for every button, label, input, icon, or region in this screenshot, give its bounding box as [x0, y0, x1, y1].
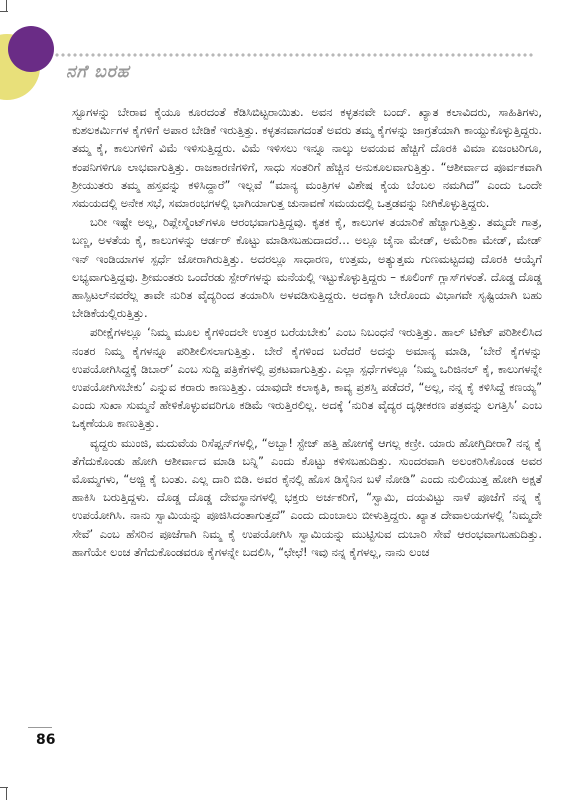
section-title: ನಗೆ ಬರಹ — [66, 62, 130, 82]
footer-rule — [28, 727, 52, 728]
crop-mark-bottom-vertical — [6, 788, 17, 800]
article-body — [72, 103, 542, 562]
crop-mark-top-horizontal — [0, 11, 8, 12]
page-number: 86 — [36, 732, 56, 748]
dotted-header-rule — [54, 52, 534, 58]
paragraph-4: ವ್ಯದ್ದರು ಮುಂಜಿ, ಮದುವೆಯ ರಿಸೆಪ್ಷನ್‌ಗಳಲ್ಲಿ, “ಅಬ್ಬಾ! ಸ್ಟೇಜ್ ಹತ್ತಿ ಹೋಗಕ್ಕೆ ಆಗಲ್ಲ ಕಣ್ರೀ. ಯಾರು ಹೋಗ್ತಿದೀರಾ? ನನ್ನ ಕೈ ತೆಗೆದುಕೊಂಡು ಹೋಗಿ ಆಶೀರ್ವಾದ ಮಾಡಿ ಬನ್ನಿ” ಎಂದು ಕೊಟ್ಟು ಕಳಿಸಬಹುದಿತ್ತು. ಸುಂದರವಾಗಿ ಅಲಂಕರಿಸಿಕೊಂಡ ಅವರ ಮೊಮ್ಮಗಳು, “ಅಜ್ಜಿ ಕೈ ಬಂತು. ಎಲ್ಲ ದಾರಿ ಬಿಡಿ. ಅವರ ಕೈನಲ್ಲಿ ಹೊಸ ಡಿಸೈನಿನ ಬಳೆ ನೋಡಿ” ಎಂದು ನುಲಿಯುತ್ತ ಹೋಗಿ ಅಕ್ಷತೆ ಹಾಕಿಸಿ ಬರುತ್ತಿದ್ದಳು. ದೊಡ್ಡ ದೊಡ್ಡ ದೇವಸ್ಥಾನಗಳಲ್ಲಿ ಭಕ್ತರು ಅರ್ಚಕರಿಗೆ, “ಸ್ವಾಮಿ, ದಯವಿಟ್ಟು ನಾಳೆ ಪೂಜೆಗೆ ನನ್ನ ಕೈ ಉಪಯೋಗಿಸಿ. ನಾನು ಸ್ವಾಮಿಯನ್ನು ಪೂಜಿಸಿದಂತಾಗುತ್ತದೆ” ಎಂದು ದುಂಬಾಲು ಬೀಳುತ್ತಿದ್ದರು. ಖ್ಯಾತ ದೇವಾಲಯಗಳಲ್ಲಿ ‘ನಿಮ್ಮದೇ ಸೇವೆ’ ಎಂಬ ಹೆಸರಿನ ಪೂಜೆಗಾಗಿ ನಿಮ್ಮ ಕೈ ಉಪಯೋಗಿಸಿ ಸ್ವಾಮಿಯನ್ನು ಮುಟ್ಟಿಸುವ ದುಬಾರಿ ಸೇವೆ ಆರಂಭವಾಗಬಹುದಿತ್ತು. ಹಾಗೆಯೇ ಲಂಚ ತೆಗೆದುಕೊಂಡವರೂ ಕೈಗಳನ್ನೇ ಬದಲಿಸಿ, “ಛೇಛೆ! ಇವು ನನ್ನ ಕೈಗಳಲ್ಲ, ನಾನು ಲಂಚ — [72, 435, 542, 559]
paragraph-3: ಪರೀಕ್ಷೆಗಳಲ್ಲೂ ‘ನಿಮ್ಮ ಮೂಲ ಕೈಗಳಿಂದಲೇ ಉತ್ತರ ಬರೆಯಬೇಕು’ ಎಂಬ ನಿಬಂಧನೆ ಇರುತ್ತಿತ್ತು. ಹಾಲ್ ಟಿಕೆಟ್ ಪರಿಶೀಲಿಸಿದ ನಂತರ ನಿಮ್ಮ ಕೈಗಳನ್ನೂ ಪರಿಶೀಲಿಸಲಾಗುತ್ತಿತ್ತು. ಬೇರೆ ಕೈಗಳಿಂದ ಬರೆದರೆ ಅದನ್ನು ಅಮಾನ್ಯ ಮಾಡಿ, ‘ಬೇರೆ ಕೈಗಳನ್ನು ಉಪಯೋಗಿಸಿದ್ದಕ್ಕೆ ಡಿಬಾರ್’ ಎಂಬ ಸುದ್ದಿ ಪತ್ರಿಕೆಗಳಲ್ಲಿ ಪ್ರಕಟವಾಗುತ್ತಿತ್ತು. ಎಲ್ಲಾ ಸ್ಪರ್ಧೆಗಳಲ್ಲೂ ‘ನಿಮ್ಮ ಒರಿಜಿನಲ್ ಕೈ, ಕಾಲುಗಳನ್ನೇ ಉಪಯೋಗಿಸಬೇಕು’ ಎನ್ನುವ ಕರಾರು ಕಾಣುತ್ತಿತ್ತು. ಯಾವುದೇ ಕಲಾಕೃತಿ, ಕಾವ್ಯ ಪ್ರಶಸ್ತಿ ಪಡೆದರೆ, “ಅಲ್ಲ, ನನ್ನ ಕೈ ಕಳಿಸಿದ್ದೆ ಕಣಯ್ಯ” ಎಂದು ಸುಖಾ ಸುಮ್ಮನೆ ಹೇಳಿಕೊಳ್ಳುವವರಿಗೂ ಕಡಿಮೆ ಇರುತ್ತಿರಲಿಲ್ಲ. ಅದಕ್ಕೆ ‘ನುರಿತ ವೈದ್ಯರ ದೃಢೀಕರಣ ಪತ್ರವನ್ನು ಲಗತ್ತಿಸಿ’ ಎಂಬ ಒಕ್ಕಣೆಯೂ ಕಾಣುತ್ತಿತ್ತು. — [72, 325, 542, 431]
decorative-purple-circle — [8, 26, 54, 72]
paragraph-1: ಸ್ಟೂಗಳನ್ನು ಬೇರಾವ ಕೈಯೂ ಕೂರದಂತೆ ಕೆಡಿಸಿಬಿಟ್ಟರಾಯಿತು. ಅವನ ಕಳ್ಳತನವೇ ಬಂದ್. ಖ್ಯಾತ ಕಲಾವಿದರು, ಸಾಹಿತಿಗಳು, ಕುಶಲಕರ್ಮಿಗಳ ಕೈಗಳಿಗೆ ಅಪಾರ ಬೇಡಿಕೆ ಇರುತ್ತಿತ್ತು. ಕಳ್ಳತನವಾಗದಂತೆ ಅವರು ತಮ್ಮ ಕೈಗಳನ್ನು ಜಾಗ್ರತೆಯಾಗಿ ಕಾಯ್ದುಕೊಳ್ಳುತ್ತಿದ್ದರು. ತಮ್ಮ ಕೈ, ಕಾಲುಗಳಿಗೆ ವಿಮೆ ಇಳಿಸುತ್ತಿದ್ದರು. ವಿಮೆ ಇಳಿಸಲು ಇನ್ನೂ ನಾಲ್ಕು ಅವಯವ ಹೆಚ್ಚಿಗೆ ದೊರಕಿ ವಿಮಾ ಏಜಂಟರಿಗೂ, ಕಂಪನಿಗಳಿಗೂ ಲಾಭವಾಗುತ್ತಿತ್ತು. ರಾಜಕಾರಣಿಗಳಿಗೆ, ಸಾಧು ಸಂತರಿಗೆ ಹೆಚ್ಚಿನ ಅನುಕೂಲವಾಗುತ್ತಿತ್ತು. “ಆಶೀರ್ವಾದ ಪೂರ್ವಕವಾಗಿ ಶ್ರೀಯುತರು ತಮ್ಮ ಹಸ್ತವನ್ನು ಕಳಿಸಿದ್ದಾರೆ” ಇಲ್ಲವೆ “ಮಾನ್ಯ ಮಂತ್ರಿಗಳ ವಿಶೇಷ ಕೈಯ ಬೆಂಬಲ ನಮಗಿದೆ” ಎಂದು ಒಂದೇ ಸಮಯದಲ್ಲಿ ಅನೇಕ ಸಭೆ, ಸಮಾರಂಭಗಳಲ್ಲಿ ಭಾಗಿಯಾಗುತ್ತ ಚುನಾವಣೆ ಸಮಯದಲ್ಲಿ ಒತ್ತಡವನ್ನು ನೀಗಿಕೊಳ್ಳುತ್ತಿದ್ದರು. — [72, 105, 542, 211]
paragraph-2: ಬರೀ ಇಷ್ಟೇ ಅಲ್ಲ, ರಿಪ್ಲೇಸ್ಮೆಂಟ್‌ಗಳೂ ಆರಂಭವಾಗುತ್ತಿದ್ದವು. ಕೃತಕ ಕೈ, ಕಾಲುಗಳ ತಯಾರಿಕೆ ಹೆಚ್ಚಾಗುತ್ತಿತ್ತು. ತಮ್ಮದೇ ಗಾತ್ರ, ಬಣ್ಣ, ಅಳತೆಯ ಕೈ, ಕಾಲುಗಳನ್ನು ಆರ್ಡರ್ ಕೊಟ್ಟು ಮಾಡಿಸಬಹುದಾದರೆ… ಅಲ್ಲೂ ಚೈನಾ ಮೇಡ್, ಅಮೆರಿಕಾ ಮೇಡ್, ಮೇಡ್ ಇನ್ ಇಂಡಿಯಾಗಳ ಸ್ಪರ್ಧೆ ಜೋರಾಗಿರುತ್ತಿತ್ತು. ಅದರಲ್ಲೂ ಸಾಧಾರಣ, ಉತ್ತಮ, ಅತ್ಯುತ್ತಮ ಗುಣಮಟ್ಟದವು ದೊರಕಿ ಆಯ್ಕೆಗೆ ಲಭ್ಯವಾಗುತ್ತಿದ್ದವು. ಶ್ರೀಮಂತರು ಒಂದೆರಡು ಸ್ಪೇರ್‌ಗಳನ್ನು ಮನೆಯಲ್ಲಿ ಇಟ್ಟುಕೊಳ್ಳುತ್ತಿದ್ದರು – ಕೂಲಿಂಗ್ ಗ್ಲಾಸ್‌ಗಳಂತೆ. ದೊಡ್ಡ ದೊಡ್ಡ ಹಾಸ್ಪಿಟಲ್‌ನವರೆಲ್ಲ ತಾವೇ ನುರಿತ ವೈದ್ಯರಿಂದ ತಯಾರಿಸಿ ಅಳವಡಿಸುತ್ತಿದ್ದರು. ಅದಕ್ಕಾಗಿ ಬೇರೊಂದು ವಿಭಾಗವೇ ಸೃಷ್ಟಿಯಾಗಿ ಬಹು ಬೇಡಿಕೆಯಲ್ಲಿರುತ್ತಿತ್ತು. — [72, 215, 542, 321]
crop-mark-bottom-horizontal — [0, 787, 8, 788]
